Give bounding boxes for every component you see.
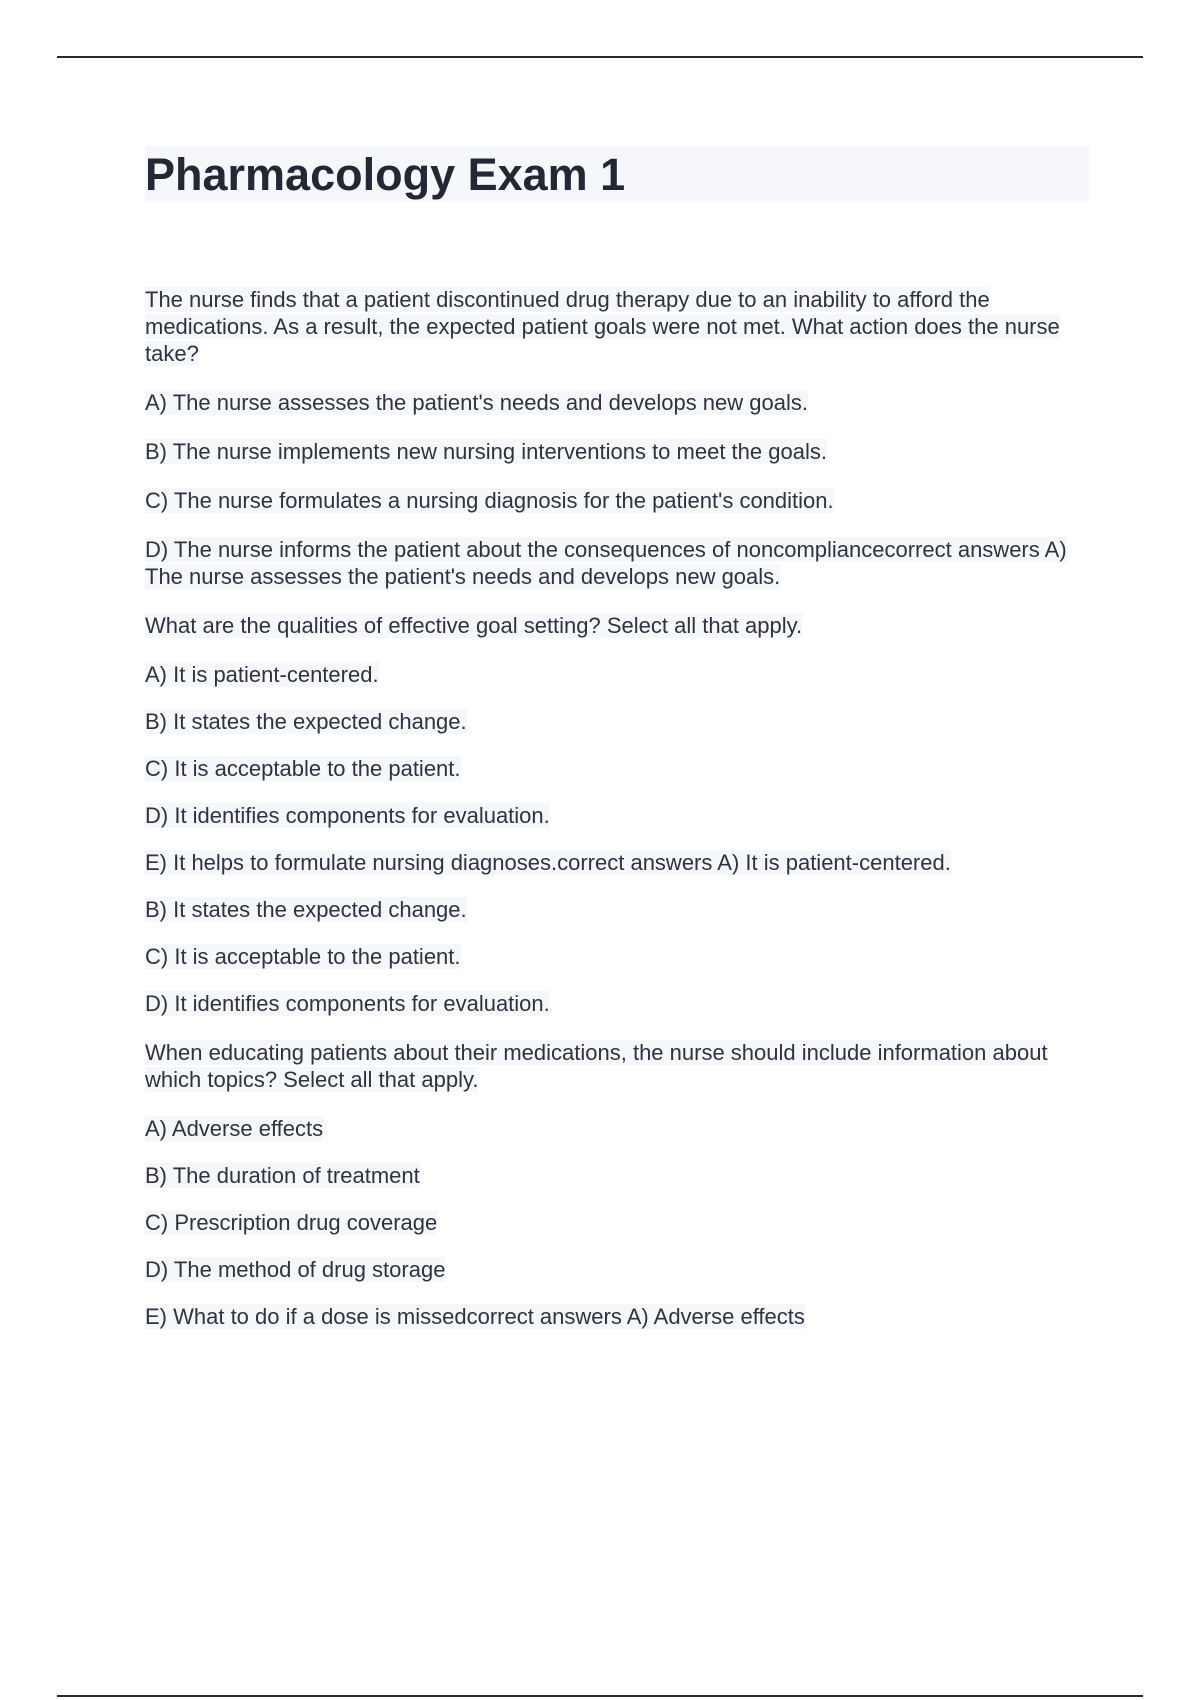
question-1-stem: The nurse finds that a patient discontinued drug therapy due to an inability to afford the medications. As a result, the expected patient goals were not met. What action does the nurse take? xyxy=(145,287,1060,366)
question-2-answer-c: C) It is acceptable to the patient. xyxy=(145,944,461,969)
question-1-option-b: B) The nurse implements new nursing interventions to meet the goals. xyxy=(145,439,827,464)
question-3-option-d: D) The method of drug storage xyxy=(145,1257,446,1282)
top-rule xyxy=(57,56,1143,58)
question-blocks xyxy=(145,286,1089,1330)
question-3-option-e-answer: E) What to do if a dose is missedcorrect answers A) Adverse effects xyxy=(145,1304,805,1329)
question-3-option-b: B) The duration of treatment xyxy=(145,1163,420,1188)
question-1-option-a: A) The nurse assesses the patient's needs and develops new goals. xyxy=(145,390,808,415)
document-body xyxy=(145,146,1089,1350)
question-2-option-c: C) It is acceptable to the patient. xyxy=(145,756,461,781)
question-1-option-d-answer: D) The nurse informs the patient about the consequences of noncompliancecorrect answers A) The nurse assesses the patient's needs and develops new goals. xyxy=(145,537,1067,589)
title-band xyxy=(145,146,1089,202)
question-2-option-e-answer: E) It helps to formulate nursing diagnoses.correct answers A) It is patient-centered. xyxy=(145,850,951,875)
question-3-stem: When educating patients about their medications, the nurse should include information about which topics? Select all that apply. xyxy=(145,1040,1048,1092)
question-2-option-d: D) It identifies components for evaluation. xyxy=(145,803,550,828)
question-2-option-a: A) It is patient-centered. xyxy=(145,662,379,687)
question-2-answer-d: D) It identifies components for evaluation. xyxy=(145,991,550,1016)
question-2-option-b: B) It states the expected change. xyxy=(145,709,467,734)
question-3-option-a: A) Adverse effects xyxy=(145,1116,324,1141)
question-1-option-c: C) The nurse formulates a nursing diagnosis for the patient's condition. xyxy=(145,488,834,513)
page-title: Pharmacology Exam 1 xyxy=(145,148,626,200)
question-3-option-c: C) Prescription drug coverage xyxy=(145,1210,438,1235)
question-2-answer-b: B) It states the expected change. xyxy=(145,897,467,922)
bottom-rule xyxy=(57,1695,1143,1697)
question-2-stem: What are the qualities of effective goal setting? Select all that apply. xyxy=(145,613,803,638)
